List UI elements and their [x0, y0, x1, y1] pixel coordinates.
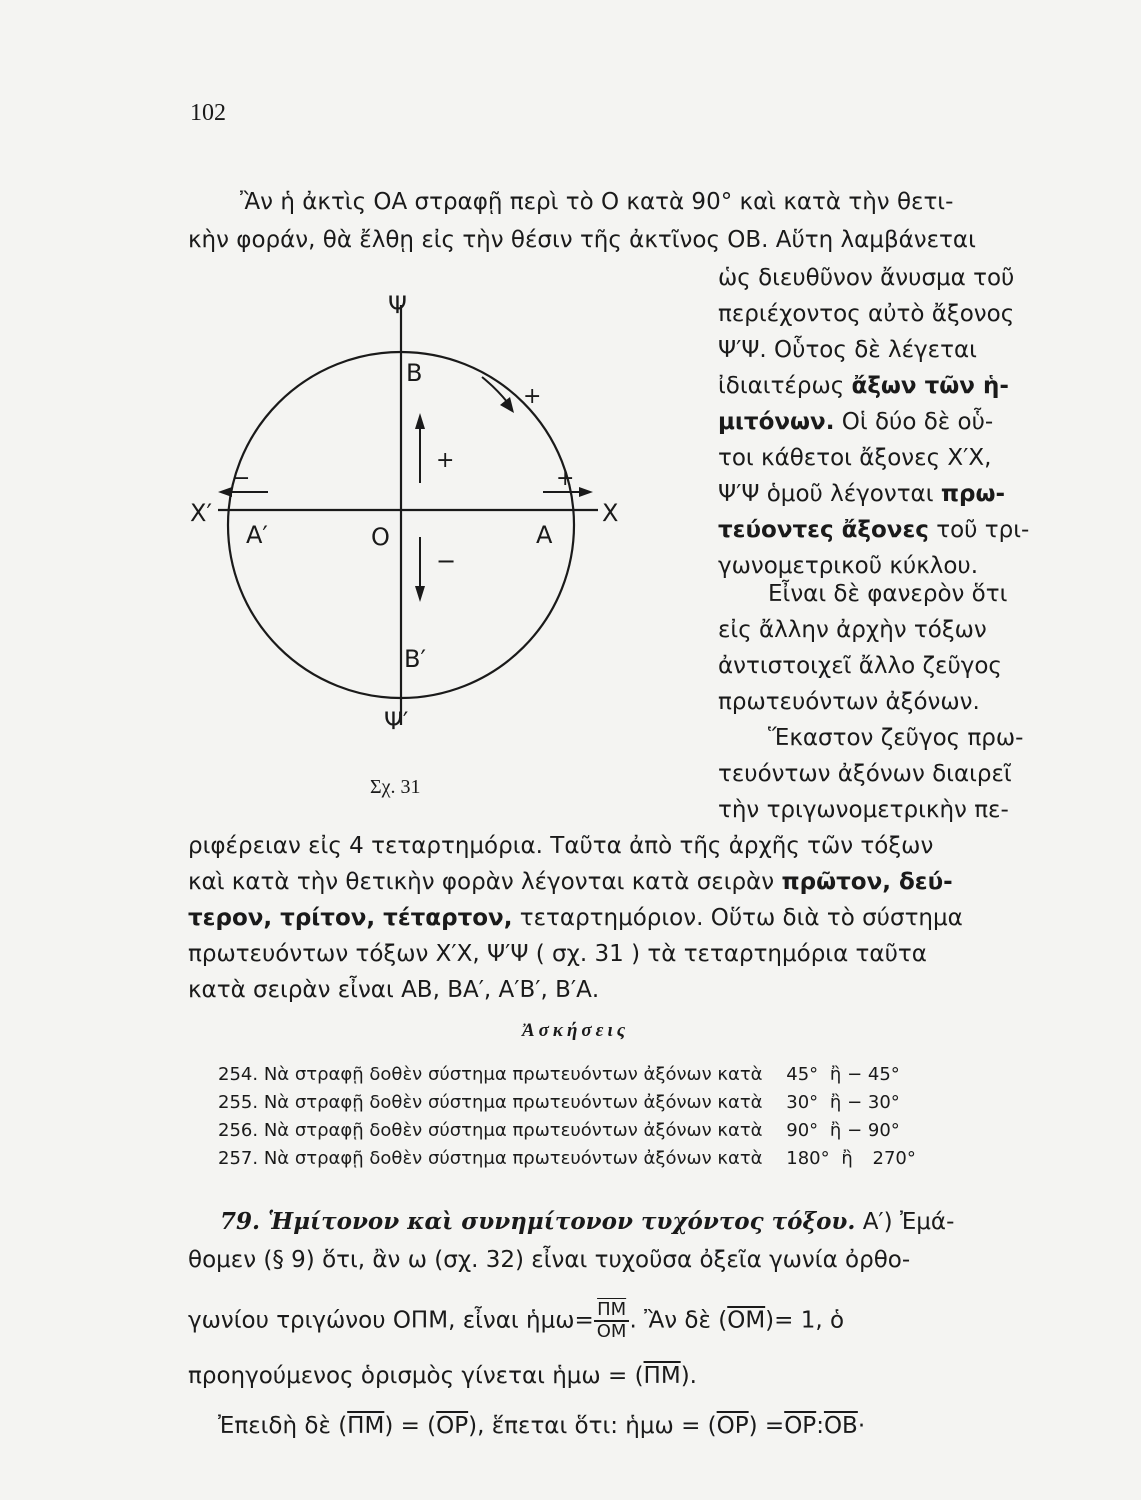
text-span: Α′) Ἐμά- — [862, 1209, 955, 1235]
label-psi-bottom: Ψ′ — [384, 707, 409, 735]
text-line: ριφέρειαν εἰς 4 τεταρτημόρια. Ταῦτα ἀπὸ τῆς ἀρχῆς τῶν τόξων — [188, 833, 934, 859]
rotation-arrowhead — [500, 397, 514, 413]
text-span: ἰδιαιτέρως — [718, 373, 845, 399]
text-span: γωνίου τριγώνου ΟΠΜ, εἶναι ἡμω= — [188, 1307, 594, 1334]
text-line — [718, 406, 993, 438]
text-span: · — [857, 1413, 866, 1439]
label-y-plus: + — [436, 448, 455, 473]
text-line: Ἂν ἡ ἀκτὶς ΟΑ στραφῇ περὶ τὸ Ο κατὰ 90° καὶ κατὰ τὴν θετι- — [240, 189, 954, 215]
text-line — [188, 1360, 697, 1392]
text-span: ), ἕπεται ὅτι: ἡμω = ( — [468, 1413, 717, 1439]
sine-fraction — [594, 1300, 630, 1342]
text-line: ἀντιστοιχεῖ ἄλλο ζεῦγος — [718, 653, 1002, 679]
text-line — [718, 478, 1005, 510]
label-x: Χ — [602, 499, 619, 527]
text-span: προηγούμενος ὁρισμὸς γίνεται ἡμω = ( — [188, 1363, 644, 1389]
text-span: Ψ′Ψ ὁμοῦ λέγονται — [718, 481, 934, 507]
text-line — [188, 902, 963, 934]
text-span: καὶ κατὰ τὴν θετικὴν φορὰν λέγονται κατὰ σειρὰν — [188, 869, 775, 895]
overlined-segment: $\overline{OP}$ — [716, 1413, 749, 1439]
label-arc-plus: + — [523, 384, 542, 409]
text-span: Οἱ δύο δὲ οὗ- — [841, 409, 994, 435]
label-b-prime: Β′ — [404, 645, 426, 673]
text-line: Ψ′Ψ. Οὗτος δὲ λέγεται — [718, 337, 977, 363]
exercise-or: ἢ — [841, 1148, 853, 1169]
text-line: Ἕκαστον ζεῦγος πρω- — [768, 725, 1024, 751]
figure-caption: Σχ. 31 — [370, 776, 421, 798]
text-span: Ἐπειδὴ δὲ ( — [218, 1413, 348, 1439]
exercise-value: 30° — [786, 1092, 819, 1113]
exercise-value: 90° — [786, 1120, 819, 1141]
text-line: πρωτευόντων τόξων Χ′Χ, Ψ′Ψ ( σχ. 31 ) τὰ τεταρτημόρια ταῦτα — [188, 941, 927, 967]
text-span: τεταρτημόριον. Οὕτω διὰ τὸ σύστημα — [519, 905, 963, 931]
exercise-text: Νὰ στραφῇ δοθὲν σύστημα πρωτευόντων ἀξόνων κατὰ — [263, 1064, 763, 1085]
text-line: γωνομετρικοῦ κύκλου. — [718, 553, 979, 579]
text-span: : — [816, 1413, 824, 1439]
label-a: Α — [536, 521, 553, 549]
text-line: ὡς διευθῦνον ἄνυσμα τοῦ — [718, 265, 1015, 291]
y-minus-arrowhead — [415, 586, 425, 602]
exercise-item — [218, 1146, 916, 1172]
label-y-minus: − — [436, 547, 457, 575]
text-line: κατὰ σειρὰν εἶναι ΑΒ, ΒΑ′, Α′Β′, Β′Α. — [188, 977, 600, 1003]
text-span: ). — [680, 1363, 697, 1389]
text-line: τὴν τριγωνομετρικὴν πε- — [718, 797, 1009, 823]
label-x-prime: Χ′ — [190, 499, 212, 527]
exercise-value: 180° — [786, 1148, 830, 1169]
bold-term: τερον, τρίτον, τέταρτον, — [188, 905, 513, 931]
overlined-segment: $\overline{OM}$ — [727, 1307, 766, 1334]
text-line: Εἶναι δὲ φανερὸν ὅτι — [768, 581, 1008, 607]
overlined-segment: $\overline{OP}$ — [436, 1413, 469, 1439]
text-span: )= 1, ὁ — [765, 1307, 845, 1334]
exercise-or: ἢ — [829, 1120, 842, 1141]
section-79-heading: 79. Ἡμίτονον καὶ συνημίτονον τυχόντος τόξου. — [220, 1208, 856, 1235]
label-x-minus: − — [232, 466, 251, 491]
text-line: κὴν φοράν, θὰ ἔλθῃ εἰς τὴν θέσιν τῆς ἀκτῖνος ΟΒ. Αὕτη λαμβάνεται — [188, 227, 976, 253]
exercises-heading: Ἀσκήσεις — [522, 1020, 630, 1041]
exercise-text: Νὰ στραφῇ δοθὲν σύστημα πρωτευόντων ἀξόνων κατὰ — [263, 1120, 763, 1141]
exercise-number: 257. — [218, 1148, 259, 1169]
exercise-or: ἢ — [829, 1092, 842, 1113]
overlined-segment: $\overline{OB}$ — [823, 1413, 858, 1439]
exercise-item — [218, 1118, 900, 1144]
fraction-numerator: $\overline{\Pi M}$ — [594, 1300, 630, 1322]
exercise-value: − 45° — [847, 1064, 900, 1085]
text-span: τοῦ τρι- — [936, 517, 1030, 543]
overlined-segment: $\overline{\Pi M}$ — [347, 1413, 385, 1439]
fraction-denominator: ΟΜ — [596, 1321, 627, 1342]
x-minus-arrowhead — [218, 487, 232, 497]
exercise-item — [218, 1062, 900, 1088]
bold-term: μιτόνων. — [718, 409, 835, 435]
section-79-line — [220, 1206, 954, 1238]
label-a-prime: Α′ — [246, 521, 268, 549]
text-line: περιέχοντος αὐτὸ ἄξονος — [718, 301, 1015, 327]
x-plus-arrowhead — [579, 487, 593, 497]
figure-31 — [188, 285, 648, 755]
text-line — [718, 370, 1009, 402]
page-number: 102 — [190, 100, 226, 126]
bold-term: ἄξων τῶν ἡ- — [851, 373, 1009, 399]
text-span: ) = — [748, 1413, 785, 1439]
text-line: πρωτευόντων ἀξόνων. — [718, 689, 980, 715]
exercise-item — [218, 1090, 900, 1116]
overlined-segment: $\overline{\Pi M}$ — [643, 1363, 681, 1389]
exercise-value: 270° — [872, 1148, 916, 1169]
exercise-value: 45° — [786, 1064, 819, 1085]
text-line: θομεν (§ 9) ὅτι, ἂν ω (σχ. 32) εἶναι τυχοῦσα ὀξεῖα γωνία ὀρθο- — [188, 1247, 911, 1273]
exercise-or: ἢ — [829, 1064, 842, 1085]
bold-term: πρω- — [940, 481, 1006, 507]
text-line — [718, 514, 1029, 546]
bold-term: τεύοντες ἄξονες — [718, 517, 929, 543]
bold-term: πρῶτον, δεύ- — [781, 869, 953, 895]
label-psi-top: Ψ — [388, 291, 407, 319]
label-o: Ο — [371, 523, 390, 551]
text-line — [218, 1410, 865, 1442]
text-line — [188, 1300, 844, 1342]
exercise-value: − 30° — [847, 1092, 900, 1113]
label-b: Β — [406, 359, 423, 387]
overlined-segment: $\overline{OP}$ — [784, 1413, 817, 1439]
exercise-text: Νὰ στραφῇ δοθὲν σύστημα πρωτευόντων ἀξόνων κατὰ — [263, 1148, 763, 1169]
text-line: τοι κάθετοι ἄξονες Χ′Χ, — [718, 445, 992, 471]
exercise-text: Νὰ στραφῇ δοθὲν σύστημα πρωτευόντων ἀξόνων κατὰ — [263, 1092, 763, 1113]
exercise-number: 255. — [218, 1092, 259, 1113]
text-line — [188, 866, 953, 898]
label-x-plus: + — [556, 466, 575, 491]
exercise-number: 254. — [218, 1064, 259, 1085]
text-span: ) = ( — [384, 1413, 437, 1439]
exercise-number: 256. — [218, 1120, 259, 1141]
text-span: . Ἂν δὲ ( — [629, 1307, 728, 1334]
text-line: εἰς ἄλλην ἀρχὴν τόξων — [718, 617, 987, 643]
y-plus-arrowhead — [415, 413, 425, 429]
text-line: τευόντων ἀξόνων διαιρεῖ — [718, 761, 1012, 787]
exercise-value: − 90° — [847, 1120, 900, 1141]
